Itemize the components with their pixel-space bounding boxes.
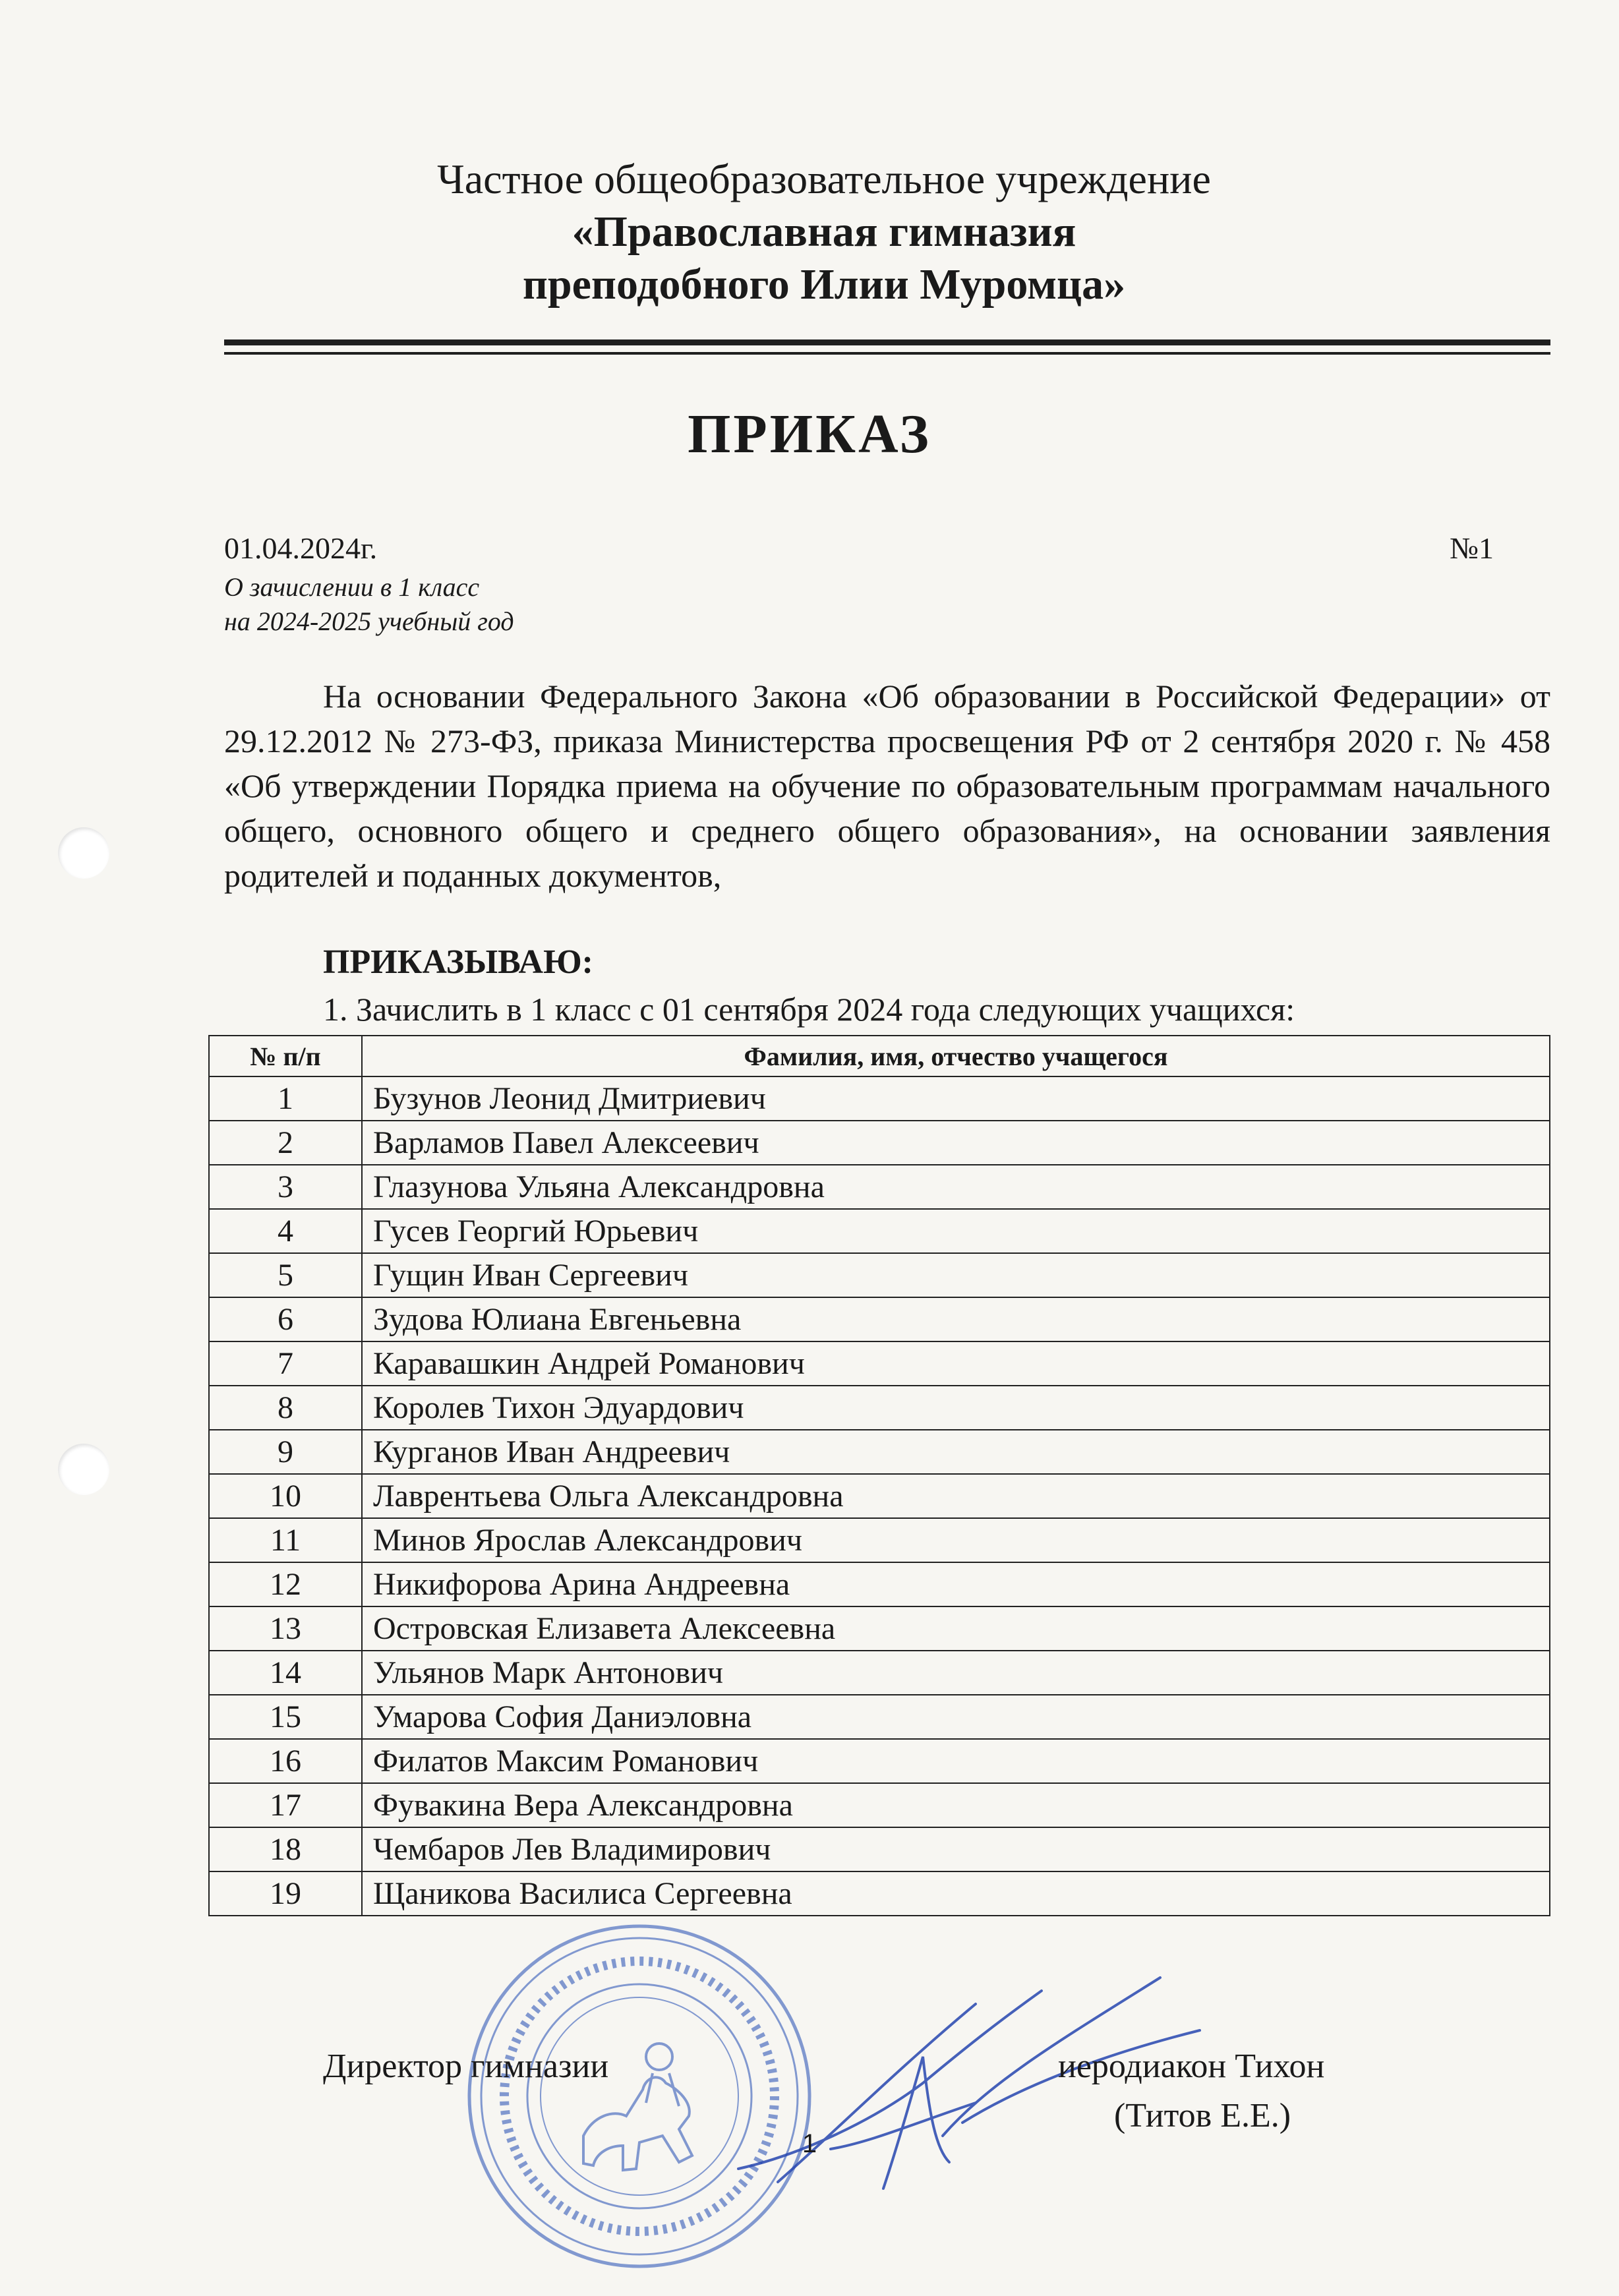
- page-number: 1: [802, 2129, 817, 2158]
- order-word: ПРИКАЗЫВАЮ:: [323, 943, 593, 981]
- row-number: 7: [209, 1341, 362, 1386]
- column-header-name: Фамилия, имя, отчество учащегося: [362, 1036, 1550, 1076]
- table-row: [209, 1783, 1550, 1827]
- header-rule-thin: [224, 352, 1550, 355]
- table-row: [209, 1386, 1550, 1430]
- row-number: 4: [209, 1209, 362, 1253]
- row-number: 17: [209, 1783, 362, 1827]
- order-date: 01.04.2024г.: [224, 531, 378, 565]
- table-row: [209, 1827, 1550, 1871]
- table-row: [209, 1076, 1550, 1121]
- signatory-short-name: (Титов Е.Е.): [1114, 2097, 1291, 2134]
- subject-line1: О зачислении в 1 класс: [224, 572, 480, 602]
- institution-name-line2: преподобного Илии Муромца»: [522, 260, 1126, 309]
- student-name: Щаникова Василиса Сергеевна: [362, 1871, 1550, 1916]
- order-item-1: 1. Зачислить в 1 класс с 01 сентября 2024 года следующих учащихся:: [323, 991, 1295, 1028]
- column-header-number: № п/п: [209, 1036, 362, 1076]
- student-name: Каравашкин Андрей Романович: [362, 1341, 1550, 1386]
- student-name: Филатов Максим Романович: [362, 1739, 1550, 1783]
- row-number: 10: [209, 1474, 362, 1518]
- student-name: Умарова София Даниэловна: [362, 1695, 1550, 1739]
- table-row: [209, 1165, 1550, 1209]
- preamble-text: На основании Федерального Закона «Об образовании в Российской Федерации» от 29.12.2012 № 273-ФЗ, приказа Министерства просвещения РФ от 2 сентября 2020 г. № 458 «Об утверждении Порядка приема на обучение по образовательным программам начального общего, основного общего и среднего общего образования», на основании заявления родителей и поданных документов,: [224, 678, 1550, 894]
- student-name: Островская Елизавета Алексеевна: [362, 1606, 1550, 1651]
- student-name: Минов Ярослав Александрович: [362, 1518, 1550, 1562]
- row-number: 19: [209, 1871, 362, 1916]
- order-subject: [224, 570, 514, 639]
- student-name: Варламов Павел Алексеевич: [362, 1121, 1550, 1165]
- student-name: Гущин Иван Сергеевич: [362, 1253, 1550, 1297]
- row-number: 18: [209, 1827, 362, 1871]
- table-row: [209, 1562, 1550, 1606]
- row-number: 5: [209, 1253, 362, 1297]
- row-number: 6: [209, 1297, 362, 1341]
- subject-line2: на 2024-2025 учебный год: [224, 606, 514, 636]
- student-name: Королев Тихон Эдуардович: [362, 1386, 1550, 1430]
- institution-name-line1: «Православная гимназия: [572, 208, 1076, 256]
- order-number: №1: [1450, 531, 1494, 565]
- student-name: Фувакина Вера Александровна: [362, 1783, 1550, 1827]
- table-row: [209, 1739, 1550, 1783]
- student-name: Глазунова Ульяна Александровна: [362, 1165, 1550, 1209]
- punch-hole-top: [58, 827, 109, 879]
- student-name: Лаврентьева Ольга Александровна: [362, 1474, 1550, 1518]
- row-number: 11: [209, 1518, 362, 1562]
- table-row: [209, 1474, 1550, 1518]
- signatory-name: иеродиакон Тихон: [1058, 2047, 1325, 2085]
- table-row: [209, 1297, 1550, 1341]
- student-name: Гусев Георгий Юрьевич: [362, 1209, 1550, 1253]
- table-row: [209, 1651, 1550, 1695]
- signatory-position: Директор гимназии: [323, 2047, 609, 2085]
- row-number: 13: [209, 1606, 362, 1651]
- table-row: [209, 1253, 1550, 1297]
- table-row: [209, 1606, 1550, 1651]
- institution-header: [224, 153, 1424, 311]
- institution-type: Частное общеобразовательное учреждение: [437, 156, 1211, 202]
- row-number: 1: [209, 1076, 362, 1121]
- row-number: 8: [209, 1386, 362, 1430]
- table-row: [209, 1871, 1550, 1916]
- table-row: [209, 1209, 1550, 1253]
- students-table: [208, 1035, 1550, 1916]
- students-table-body: [209, 1076, 1550, 1916]
- table-row: [209, 1695, 1550, 1739]
- row-number: 16: [209, 1739, 362, 1783]
- row-number: 9: [209, 1430, 362, 1474]
- row-number: 12: [209, 1562, 362, 1606]
- row-number: 15: [209, 1695, 362, 1739]
- student-name: Бузунов Леонид Дмитриевич: [362, 1076, 1550, 1121]
- table-row: [209, 1121, 1550, 1165]
- student-name: Курганов Иван Андреевич: [362, 1430, 1550, 1474]
- table-header-row: [209, 1036, 1550, 1076]
- punch-hole-bottom: [58, 1444, 109, 1495]
- student-name: Чембаров Лев Владимирович: [362, 1827, 1550, 1871]
- student-name: Никифорова Арина Андреевна: [362, 1562, 1550, 1606]
- table-row: [209, 1430, 1550, 1474]
- header-rule-thick: [224, 339, 1550, 345]
- row-number: 3: [209, 1165, 362, 1209]
- table-row: [209, 1518, 1550, 1562]
- row-number: 2: [209, 1121, 362, 1165]
- document-title: ПРИКАЗ: [688, 403, 931, 465]
- student-name: Ульянов Марк Антонович: [362, 1651, 1550, 1695]
- table-row: [209, 1341, 1550, 1386]
- row-number: 14: [209, 1651, 362, 1695]
- student-name: Зудова Юлиана Евгеньевна: [362, 1297, 1550, 1341]
